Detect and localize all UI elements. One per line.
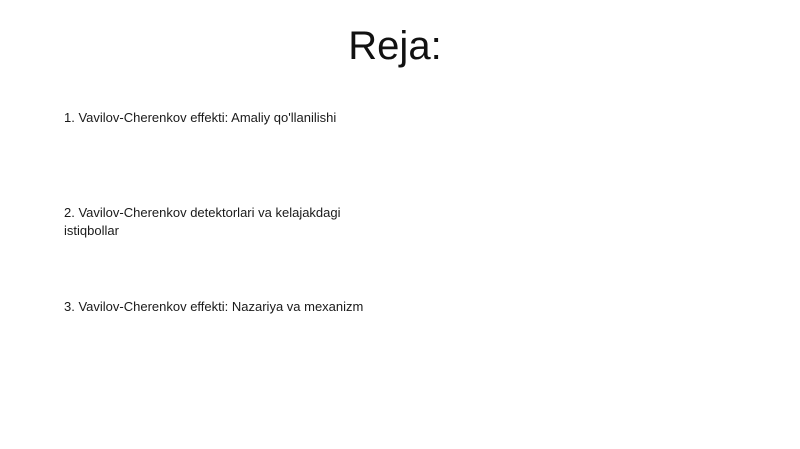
plan-item-2: 2. Vavilov-Cherenkov detektorlari va kelajakdagi istiqbollar — [64, 205, 341, 238]
slide-title: Reja: — [348, 24, 442, 68]
plan-item-1: 1. Vavilov-Cherenkov effekti: Amaliy qo'llanilishi — [64, 110, 337, 125]
plan-item-3: 3. Vavilov-Cherenkov effekti: Nazariya va mexanizm — [64, 299, 364, 314]
